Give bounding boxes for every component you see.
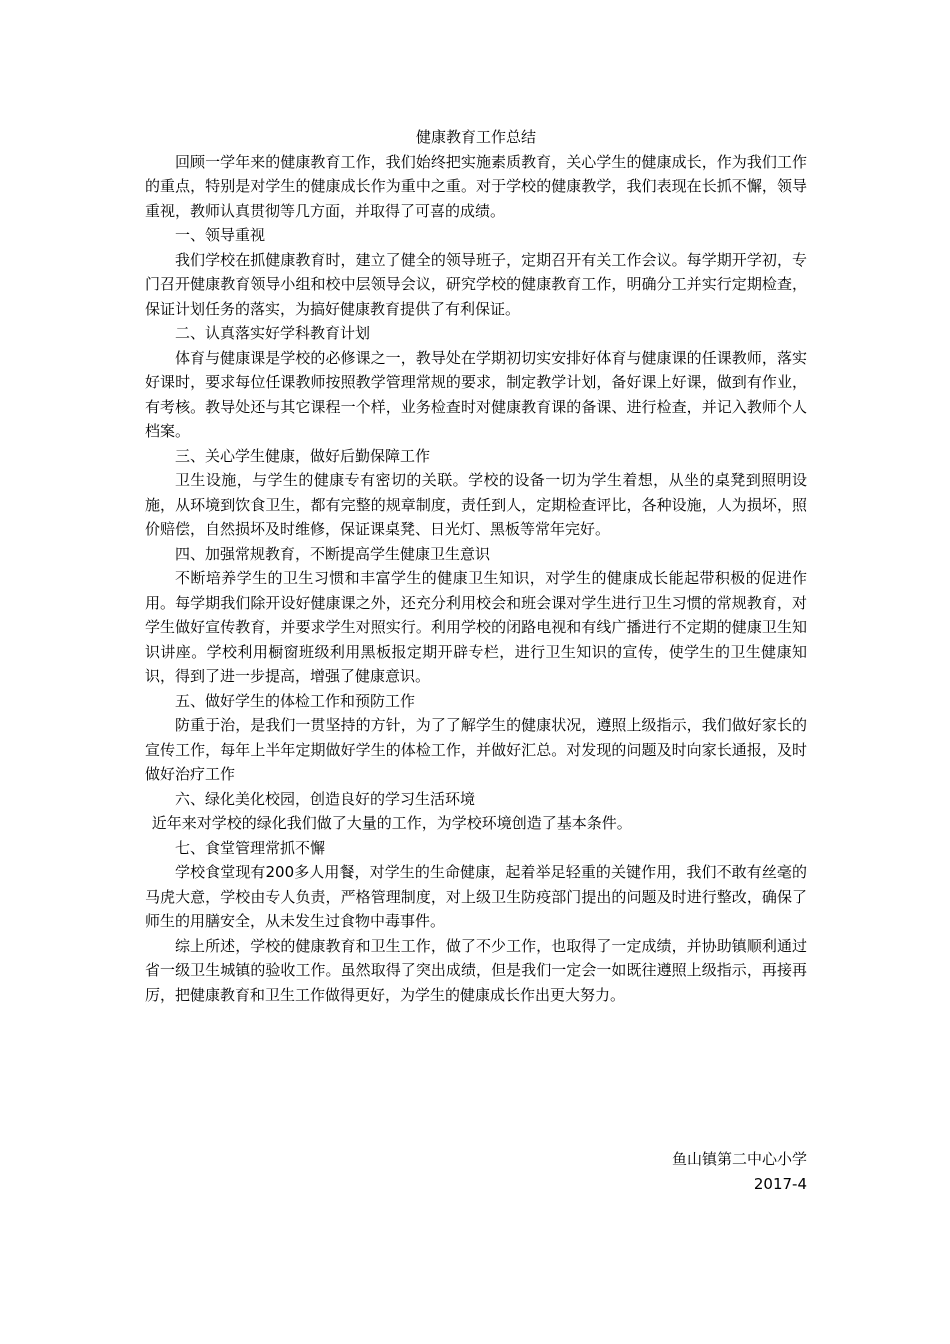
section-body-3: 卫生设施，与学生的健康专有密切的关联。学校的设备一切为学生着想，从坐的桌凳到照明设施，从环境到饮食卫生，都有完整的规章制度，责任到人，定期检查评比，各种设施，人为损坏，照价赔偿，自然损坏及时维修，保证课桌凳、日光灯、黑板等常年完好。 bbox=[145, 471, 807, 538]
section-body-1: 我们学校在抓健康教育时，建立了健全的领导班子，定期召开有关工作会议。每学期开学初，专门召开健康教育领导小组和校中层领导会议，研究学校的健康教育工作，明确分工并实行定期检查，保证计划任务的落实，为搞好健康教育提供了有利保证。 bbox=[145, 250, 807, 318]
intro-paragraph: 回顾一学年来的健康教育工作，我们始终把实施素质教育，关心学生的健康成长，作为我们工作的重点，特别是对学生的健康成长作为重中之重。对于学校的健康教学，我们表现在长抓不懈，领导重视，教师认真贯彻等几方面，并取得了可喜的成绩。 bbox=[145, 152, 807, 220]
section-heading-6: 六、绿化美化校园，创造良好的学习生活环境 bbox=[175, 789, 476, 808]
section-heading-5: 五、做好学生的体检工作和预防工作 bbox=[175, 691, 416, 710]
section-heading-3: 三、关心学生健康，做好后勤保障工作 bbox=[175, 446, 431, 465]
section-body-7: 学校食堂现有200多人用餐，对学生的生命健康，起着举足轻重的关键作用，我们不敢有丝毫的马虎大意，学校由专人负责，严格管理制度，对上级卫生防疫部门提出的问题及时进行整改，确保了师生的用膳安全，从未发生过食物中毒事件。 bbox=[145, 863, 807, 930]
section-heading-7: 七、食堂管理常抓不懈 bbox=[175, 838, 326, 857]
signature-date: 2017-4 bbox=[753, 1174, 807, 1193]
conclusion-paragraph: 综上所述，学校的健康教育和卫生工作，做了不少工作，也取得了一定成绩，并协助镇顺利通过省一级卫生城镇的验收工作。虽然取得了突出成绩，但是我们一定会一如既往遵照上级指示，再接再厉，把健康教育和卫生工作做得更好，为学生的健康成长作出更大努力。 bbox=[145, 936, 807, 1004]
section-heading-4: 四、加强常规教育，不断提高学生健康卫生意识 bbox=[175, 544, 491, 563]
signature-block bbox=[672, 1147, 807, 1196]
section-body-6: 近年来对学校的绿化我们做了大量的工作，为学校环境创造了基本条件。 bbox=[151, 814, 632, 832]
section-heading-2: 二、认真落实好学科教育计划 bbox=[175, 324, 371, 342]
signature-organization: 鱼山镇第二中心小学 bbox=[671, 1150, 807, 1168]
document-title: 健康教育工作总结 bbox=[415, 128, 536, 146]
section-heading-1: 一、领导重视 bbox=[175, 226, 266, 244]
section-body-4: 不断培养学生的卫生习惯和丰富学生的健康卫生知识，对学生的健康成长能起带积极的促进作用。每学期我们除开设好健康课之外，还充分利用校会和班会课对学生进行卫生习惯的常规教育，对学生做好宣传教育，并要求学生对照实行。利用学校的闭路电视和有线广播进行不定期的健康卫生知识讲座。学校利用橱窗班级利用黑板报定期开辟专栏，进行卫生知识的宣传，使学生的卫生健康知识，得到了进一步提高，增强了健康意识。 bbox=[145, 569, 807, 685]
section-body-2: 体育与健康课是学校的必修课之一，教导处在学期初切实安排好体育与健康课的任课教师，落实好课时，要求每位任课教师按照教学管理常规的要求，制定教学计划，备好课上好课，做到有作业，有考核。教导处还与其它课程一个样，业务检查时对健康教育课的备课、进行检查，并记入教师个人档案。 bbox=[145, 348, 807, 440]
document-body bbox=[145, 125, 807, 1007]
section-body-5: 防重于治，是我们一贯坚持的方针，为了了解学生的健康状况，遵照上级指示，我们做好家长的宣传工作，每年上半年定期做好学生的体检工作，并做好汇总。对发现的问题及时向家长通报，及时做好治疗工作 bbox=[145, 716, 807, 783]
